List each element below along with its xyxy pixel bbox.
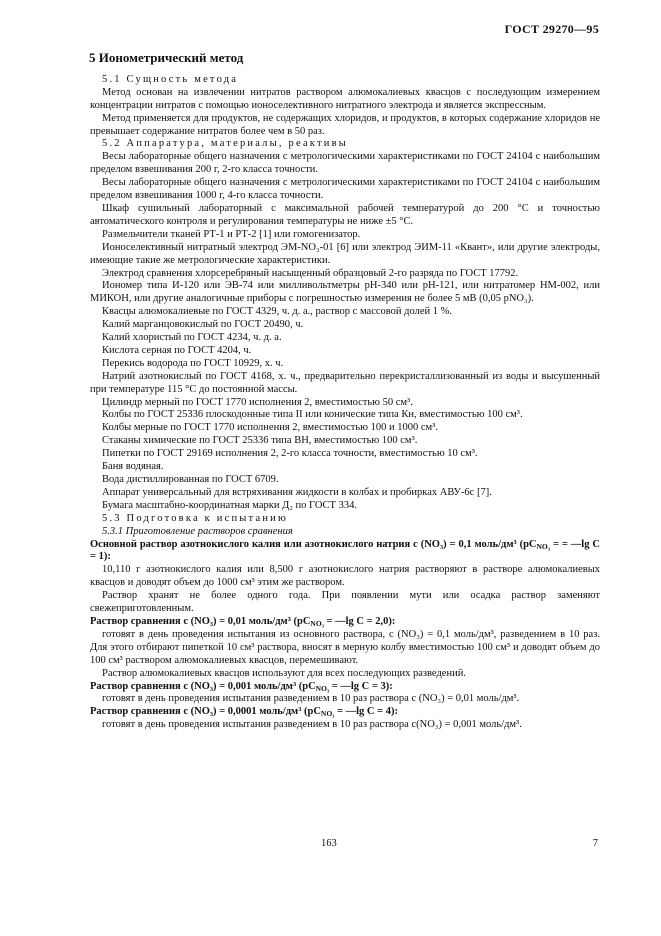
paragraph: готовят в день проведения испытания из основного раствора, c (NO₃) = 0,1 моль/дм³, разведением в 10 раз. Для этого отбирают пипеткой 10 см³ раствора, вносят в мерную колбу вместимостью 100 см³ и доводят объем до 100 см³ раствором алюмокалиевых квасцов, перемешивают.: [90, 628, 600, 666]
clause-heading: 5.3.1 Приготовление растворов сравнения: [102, 525, 293, 537]
subsection-heading: 5.2 Аппаратура, материалы, реактивы: [102, 138, 348, 150]
paragraph: 10,110 г азотнокислого калия или 8,500 г азотнокислого натрия растворяют в растворе алюмокалиевых квасцов и доводят объем до 1000 см³ этим же раствором.: [90, 564, 600, 589]
sheet-number: 7: [592, 838, 598, 849]
paragraph: готовят в день проведения испытания разведением в 10 раз раствора c (NO₃) = 0,01 моль/дм³.: [102, 693, 520, 705]
paragraph: Весы лабораторные общего назначения с метрологическими характеристиками по ГОСТ 24104 с наибольшим пределом взвешивания 1000 г, 4-го класса точности.: [90, 177, 600, 202]
paragraph: Метод основан на извлечении нитратов раствором алюмокалиевых квасцов с последующим измерением концентрации нитратов с помощью ионоселективного нитратного электрода и является экспрессным.: [90, 86, 600, 111]
paragraph: Метод применяется для продуктов, не содержащих хлоридов, и продуктов, в которых содержание хлоридов не превышает содержание нитратов более чем в 50 раз.: [90, 112, 600, 137]
paragraph: Колбы мерные по ГОСТ 1770 исполнения 2, вместимостью 100 и 1000 см³.: [102, 422, 438, 434]
solution-heading: Раствор сравнения c (NO₃) = 0,01 моль/дм³ ($pC_{NO_3}$ = —lg C = 2,0):: [90, 615, 396, 628]
body-paragraphs: [90, 74, 600, 732]
page-number: 163: [321, 838, 337, 849]
section-title: 5 Ионометрический метод: [89, 50, 244, 65]
paragraph: Электрод сравнения хлорсеребряный насыщенный образцовый 2-го разряда по ГОСТ 17792.: [102, 267, 519, 279]
paragraph: Шкаф сушильный лабораторный с максимальной рабочей температурой до 200 °С и точностью автоматического контроля и регулирования температуры не ниже ±5 °С.: [90, 202, 600, 227]
subsection-heading: 5.1 Сущность метода: [102, 73, 239, 85]
paragraph: Весы лабораторные общего назначения с метрологическими характеристиками по ГОСТ 24104 с наибольшим пределом взвешивания 200 г, 2-го класса точности.: [90, 151, 600, 176]
paragraph: Натрий азотнокислый по ГОСТ 4168, х. ч., предварительно перекристаллизованный из воды и высушенный при температуре 115 °С до постоянной массы.: [90, 370, 600, 395]
solution-heading: Раствор сравнения c (NO₃) = 0,001 моль/дм³ ($pC_{NO_3}$ = —lg C = 3):: [90, 680, 393, 693]
paragraph: Стаканы химические по ГОСТ 25336 типа ВН, вместимостью 100 см³.: [102, 435, 418, 447]
subsection-heading: 5.3 Подготовка к испытанию: [102, 512, 289, 524]
paragraph: Пипетки по ГОСТ 29169 исполнения 2, 2-го класса точности, вместимостью 10 см³.: [102, 448, 478, 460]
standard-header: ГОСТ 29270—95: [504, 22, 599, 36]
paragraph: готовят в день проведения испытания разведением в 10 раз раствора c(NO₃) = 0,001 моль/дм³.: [102, 719, 522, 731]
paragraph: Калий марганцовокислый по ГОСТ 20490, ч.: [102, 319, 304, 331]
paragraph: Размельчители тканей РТ-1 и РТ-2 [1] или гомогенизатор.: [102, 228, 361, 240]
paragraph: Квасцы алюмокалиевые по ГОСТ 4329, ч. д. а., раствор с массовой долей 1 %.: [102, 306, 452, 318]
paragraph: Кислота серная по ГОСТ 4204, ч.: [102, 344, 252, 356]
solution-heading: Раствор сравнения c (NO₃) = 0,0001 моль/дм³ ($pC_{NO_3}$ = —lg C = 4):: [90, 706, 398, 719]
paragraph: Бумага масштабно-координатная марки Д₂ по ГОСТ 334.: [102, 499, 357, 511]
paragraph: Аппарат универсальный для встряхивания жидкости в колбах и пробирках АВУ-6с [7].: [102, 486, 492, 498]
paragraph: Раствор алюмокалиевых квасцов используют для всех последующих разведений.: [102, 667, 466, 679]
paragraph: Калий хлористый по ГОСТ 4234, ч. д. а.: [102, 332, 282, 344]
paragraph: Вода дистиллированная по ГОСТ 6709.: [102, 474, 279, 485]
paragraph: Ионоселективный нитратный электрод ЭМ-NO₃-01 [6] или электрод ЭИМ-11 «Квант», или другие электроды, имеющие такие же метрологические характеристики.: [90, 241, 600, 266]
paragraph: Баня водяная.: [102, 461, 164, 473]
paragraph: Иономер типа И-120 или ЭВ-74 или милливольтметры рН-340 или рН-121, или нитратомер НМ-002, или МИКОН, или другие аналогичные приборы с погрешностью измерения не более 5 мВ (0,05 pNO₃).: [90, 280, 600, 305]
page-content: [90, 52, 600, 732]
paragraph: Перекись водорода по ГОСТ 10929, х. ч.: [102, 357, 284, 369]
paragraph: Цилиндр мерный по ГОСТ 1770 исполнения 2, вместимостью 50 см³.: [102, 396, 413, 408]
paragraph: Колбы по ГОСТ 25336 плоскодонные типа II или конические типа Кн, вместимостью 100 см³.: [102, 409, 523, 421]
paragraph: Раствор хранят не более одного года. При появлении мути или осадка раствор заменяют свежеприготовленным.: [90, 590, 600, 615]
solution-heading: Основной раствор азотнокислого калия или азотнокислого натрия c (NO₃) = 0,1 моль/дм³ ($pC_{NO_3}$ = = —lg C = 1):: [90, 538, 600, 563]
